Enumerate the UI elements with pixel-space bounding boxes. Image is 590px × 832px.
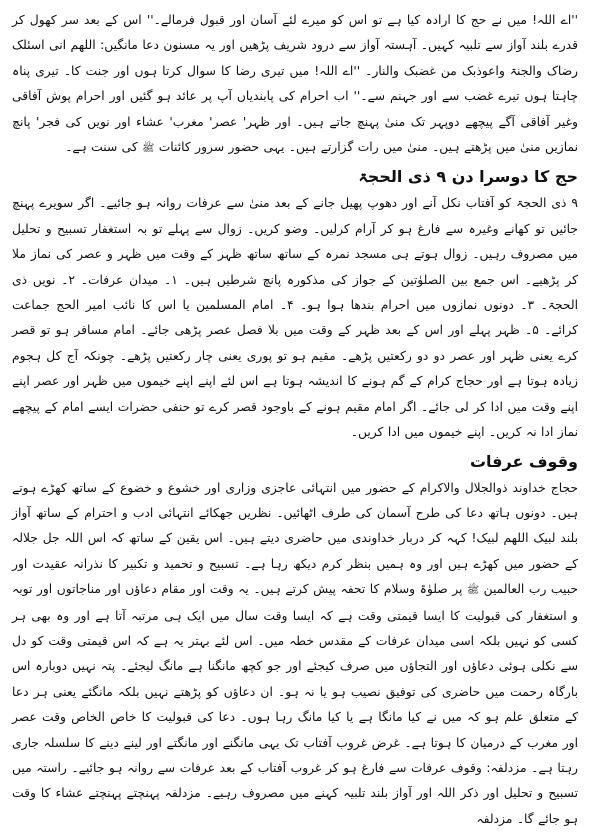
arabic-dua: اللھم انی اسئلک رضاک والجنۃ واعوذبک من غضبک والنار xyxy=(12,38,578,77)
section-heading-second-day: حج کا دوسرا دن ۹ ذی الحجۃ xyxy=(12,163,578,191)
paragraph-wuquf-arafat xyxy=(12,476,578,832)
salutation-glyph: ﷺ xyxy=(467,585,479,596)
salutation-glyph: ﷺ xyxy=(142,143,154,154)
paragraph-intention xyxy=(12,8,578,161)
paragraph-text: حجاج خداوند ذوالجلال والاکرام کے حضور میں انتہائی عاجزی وزاری اور خشوع و خضوع کے ساتھ کھڑے ہوتے ہیں۔ دونوں ہاتھ دعا کی طرح آسمان کی طرف اٹھائیں۔ نظریں جھکائے انتہائی ادب و احترام کے ساتھ آواز بلند لبیک اللھم لبیک! کہہ کر دربار خداوندی میں حاضری دیتے ہیں۔ اس یقین کے ساتھ کہ اس اللہ جل جلالہ کے حضور میں کھڑے ہیں اور وہ ہمیں بنظر کرم دیکھ رہا ہے۔ تسبیح و تحمید و تکبیر کا نذرانہ عقیدت اور حبیب رب العالمین xyxy=(12,481,578,597)
paragraph-text: پر صلوٰۃ وسلام کا تحفہ پیش کرتے ہیں۔ یہ وقت اور مقام دعاؤں اور مناجاتوں اور توبہ و استغفار کی قبولیت کا ایسا قیمتی وقت ہے کہ ایسا وقت سال میں ایک ہی مرتبہ آتا ہے اور وہ بھی ہر کسی کو نہیں بلکہ اسی میدان عرفات کے مقدس خطہ میں۔ اس لئے بہتر یہ ہے کہ اس قیمتی وقت کو دل سے نکلی ہوئی دعاؤں اور التجاؤں میں صرف کیجئے اور جو کچھ مانگنا ہے مانگ لیجئے۔ پتہ نہیں دوبارہ اس بارگاہ رحمت میں حاضری کی توفیق نصیب ہو یا نہ ہو۔ ان دعاؤں کو پڑھتے نہیں بلکہ مانگئے یعنی ہر دعا کے متعلق علم ہو کہ میں نے کیا مانگا ہے یا کیا مانگ رہا ہوں۔ دعا کی قبولیت کا خاص الخاص وقت عصر اور مغرب کے درمیان کا ہوتا ہے۔ غرض غروب آفتاب تک یہی مانگنے اور مانگتے اور لینے دینے کا سلسلہ جاری رہتا ہے۔ مزدلفہ: وقوف عرفات سے فارغ ہو کر غروب آفتاب کے بعد عرفات سے روانہ ہو جائیے۔ راستہ میں تسبیح و تحلیل اور ذکر اللہ اور آواز بلند تلبیہ کہنے میں مصروف رہیے۔ مزدلفہ پہنچتے پہنچتے عشاء کا وقت ہو جائے گا۔ مزدلفہ xyxy=(12,582,578,826)
paragraph-second-day: ۹ ذی الحجۃ کو آفتاب نکل آنے اور دھوپ پھیل جانے کے بعد منیٰ سے عرفات روانہ ہو جائیے۔ اگر سویرے پہنچ جائیں تو کھانے وغیرہ سے فارغ ہو کر آرام کرلیں۔ وضو کریں۔ زوال سے پہلے تو بہ استغفار تسبیح و تحلیل میں مصروف رہیں۔ زوال ہوتے ہی مسجد نمرہ کے ساتھ ساتھ ظہر کے وقت میں ظہر و عصر کی نماز ملا کر پڑھیے۔ اس جمع بین الصلوٰتین کے جواز کی مذکورہ پانچ شرطیں ہیں۔ ۱۔ میدان عرفات۔ ۲۔ نویں ذی الحجۃ۔ ۳۔ دونوں نمازوں میں احرام بندھا ہوا ہو۔ ۴۔ امام المسلمین یا اس کا نائب امیر الحج جماعت کرائے۔ ۵۔ ظہر پہلے اور اس کے بعد ظہر کے وقت میں بلا فصل عصر پڑھی جائے۔ امام مسافر ہو تو قصر کرے یعنی ظہر اور عصر دو دو رکعتیں پڑھے۔ مقیم ہو تو پوری یعنی چار رکعتیں پڑھے۔ چونکہ آج کل ہجوم زیادہ ہوتا ہے اور حجاج کرام کے گم ہونے کا اندیشہ ہوتا ہے اس لئے اپنے اپنے خیموں میں ظہر اور عصر اپنے اپنے وقت میں ادا کر لی جائے۔ اگر امام مقیم ہونے کے باوجود قصر کرے تو حنفی حضرات ایسے امام کے پیچھے نماز ادا نہ کریں۔ اپنے خیموں میں ادا کریں۔ xyxy=(12,191,578,445)
section-heading-wuquf-arafat: وقوف عرفات xyxy=(12,448,578,476)
paragraph-text: ''اے اللہ! میں نے حج کا ارادہ کیا ہے تو اس کو میرے لئے آسان اور قبول فرمالے۔'' اس کے بعد سر کھول کر قدرے بلند آواز سے تلبیہ کہیں۔ آہستہ آواز سے درود شریف پڑھیں اور یہ مسنون دعا مانگیں: xyxy=(12,13,578,52)
paragraph-text: ۔ ''اے اللہ! میں تیری رضا کا سوال کرتا ہوں اور جنت کا۔ تیری پناہ چاہتا ہوں تیرے غضب سے اور جہنم سے۔'' اب احرام کی پابندیاں آپ پر عائد ہو گئیں اور احرام پوش آفاقی وغیر آفاقی آگے پیچھے دوپہر تک منیٰ پہنچ جاتے ہیں۔ اور ظہر' عصر' مغرب' عشاء اور نویں کی فجر' پانچ نمازیں منیٰ میں پڑھتے ہیں۔ منیٰ میں رات گزارتے ہیں۔ یہی حضور سرور کائنات xyxy=(12,64,578,154)
paragraph-text: کی سنت ہے۔ xyxy=(65,140,142,154)
